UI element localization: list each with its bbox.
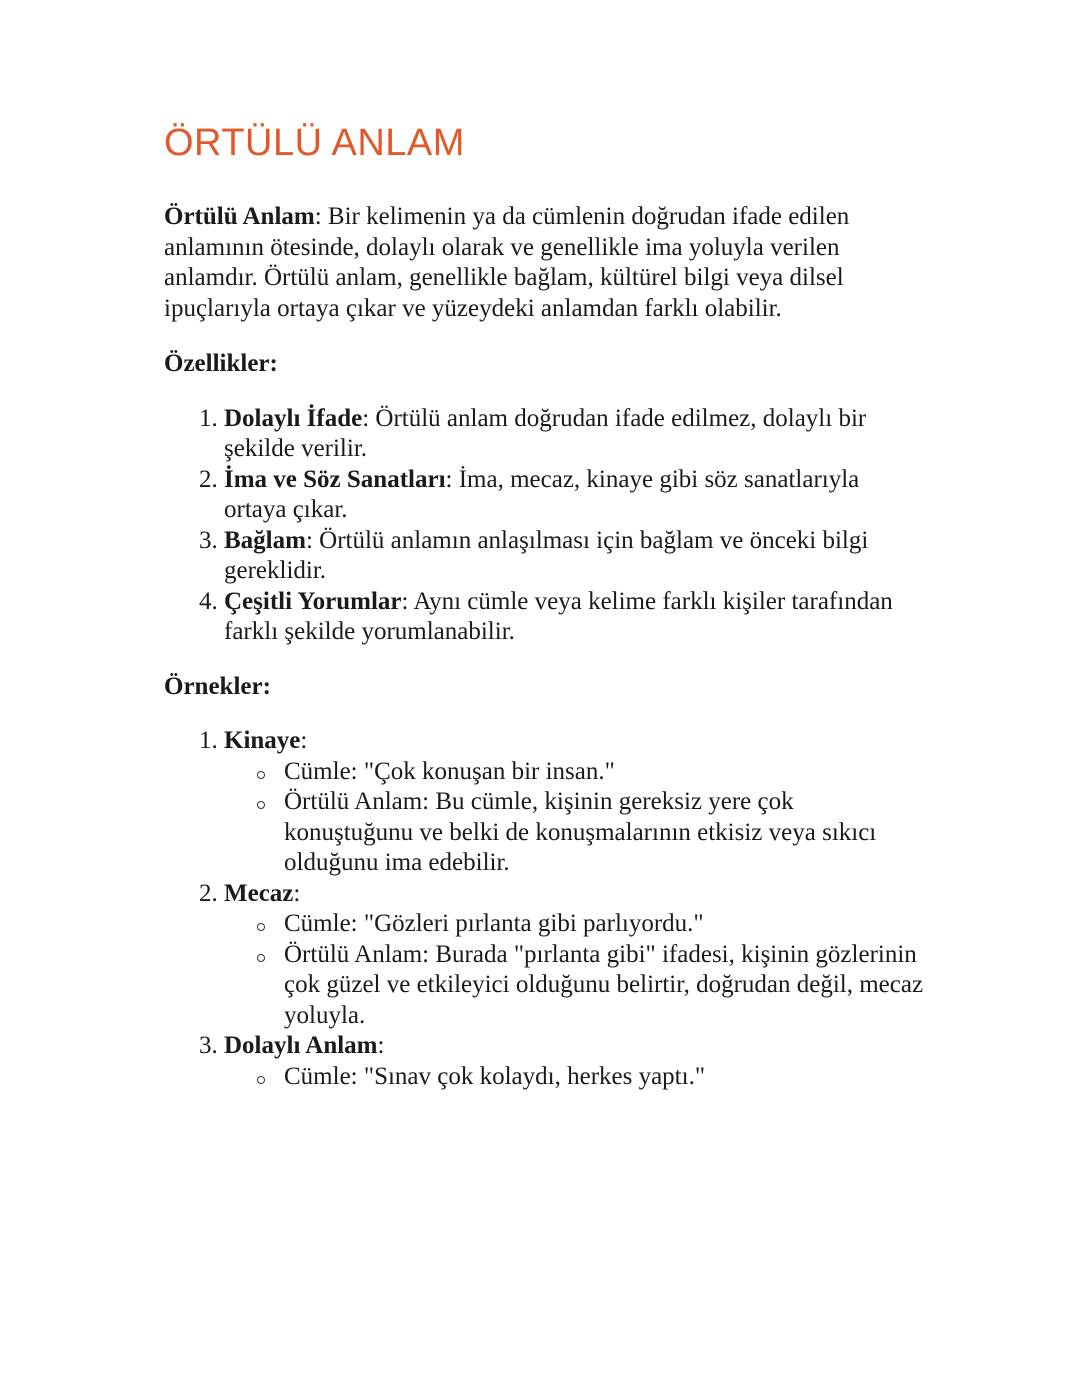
example-term: Kinaye: [224, 727, 301, 754]
feature-item: [224, 587, 924, 648]
example-term: Dolaylı Anlam: [224, 1032, 378, 1059]
example-subitem: Cümle: "Çok konuşan bir insan.": [284, 757, 924, 788]
example-term: Mecaz: [224, 879, 294, 907]
feature-term: Çeşitli Yorumlar: [224, 587, 402, 615]
example-subitem: Örtülü Anlam: Burada "pırlanta gibi" ifadesi, kişinin gözlerinin çok güzel ve etkileyici olduğunu belirtir, doğrudan değil, mecaz yoluyla.: [284, 940, 924, 1032]
example-sublist: [224, 1062, 924, 1093]
examples-heading: Örnekler:: [164, 672, 271, 700]
example-item: [224, 879, 924, 1032]
feature-text: : Örtülü anlamın anlaşılması için bağlam ve önceki bilgi gereklidir.: [224, 526, 869, 584]
feature-term: Bağlam: [224, 526, 306, 554]
feature-text: : İma, mecaz, kinaye gibi söz sanatlarıyla ortaya çıkar.: [224, 465, 860, 523]
page-title: ÖRTÜLÜ ANLAM: [164, 122, 465, 164]
feature-item: [224, 465, 924, 526]
document-page: [164, 118, 924, 1116]
example-suffix: :: [300, 727, 308, 754]
feature-item: [224, 404, 924, 465]
feature-term: İma ve Söz Sanatları: [224, 465, 446, 493]
example-suffix: :: [377, 1032, 385, 1059]
example-suffix: :: [293, 879, 301, 907]
example-subitem: Cümle: "Sınav çok kolaydı, herkes yaptı.": [284, 1062, 924, 1093]
features-heading: Özellikler:: [164, 350, 278, 377]
intro-term: Örtülü Anlam: [164, 203, 315, 230]
example-sublist: [224, 909, 924, 1031]
example-subitem: Örtülü Anlam: Bu cümle, kişinin gereksiz yere çok konuştuğunu ve belki de konuşmalarının etkisiz veya sıkıcı olduğunu ima edebilir.: [284, 787, 924, 879]
feature-item: [224, 526, 924, 587]
example-item: [224, 726, 924, 879]
intro-text: : Bir kelimenin ya da cümlenin doğrudan ifade edilen anlamının ötesinde, dolaylı olarak ve genellikle ima yoluyla verilen anlamdır. Örtülü anlam, genellikle bağlam, kültürel bilgi veya dilsel ipuçlarıyla ortaya çıkar ve yüzeydeki anlamdan farklı olabilir.: [164, 203, 850, 322]
examples-list: [164, 726, 924, 1092]
example-subitem: Cümle: "Gözleri pırlanta gibi parlıyordu.": [284, 909, 924, 940]
intro-paragraph: [164, 202, 924, 324]
example-item: [224, 1031, 924, 1092]
example-sublist: [224, 757, 924, 879]
feature-text: : Aynı cümle veya kelime farklı kişiler tarafından farklı şekilde yorumlanabilir.: [224, 587, 893, 645]
feature-text: : Örtülü anlam doğrudan ifade edilmez, dolaylı bir şekilde verilir.: [224, 404, 867, 462]
features-list: [164, 404, 924, 648]
feature-term: Dolaylı İfade: [224, 404, 363, 432]
